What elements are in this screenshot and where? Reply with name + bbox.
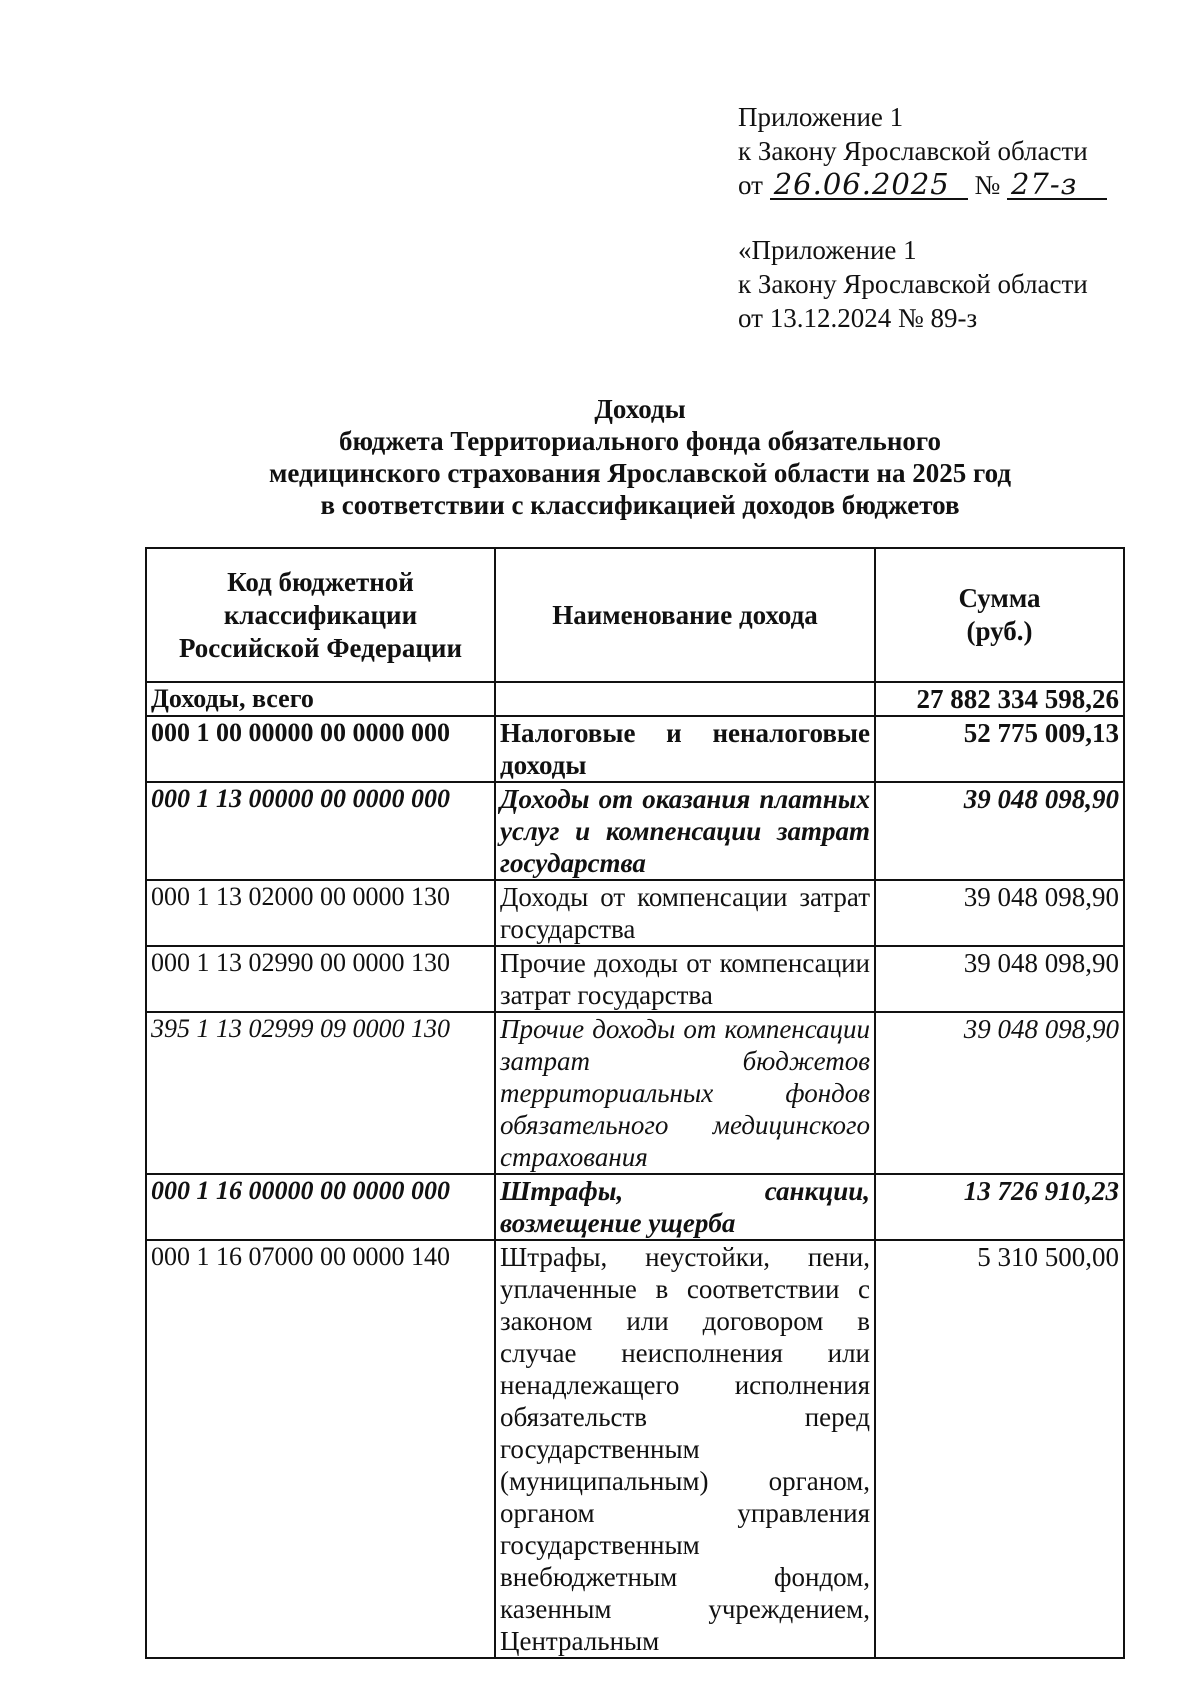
row-code: 000 1 13 02000 00 0000 130 — [146, 880, 495, 946]
row-code: 000 1 13 02990 00 0000 130 — [146, 946, 495, 1012]
appendix-law-line: к Закону Ярославской области — [738, 136, 1088, 166]
row-code: Доходы, всего — [146, 682, 495, 716]
title-line-4: в соответствии с классификацией доходов бюджетов — [320, 490, 960, 520]
appendix-header — [738, 100, 1107, 202]
previous-appendix-law-line: к Закону Ярославской области — [738, 269, 1088, 299]
row-sum: 27 882 334 598,26 — [875, 682, 1124, 716]
table-row — [146, 946, 1124, 1012]
row-sum: 39 048 098,90 — [875, 946, 1124, 1012]
row-name: Доходы от компенсации затрат государства — [495, 880, 875, 946]
row-sum: 39 048 098,90 — [875, 782, 1124, 880]
income-table — [145, 547, 1125, 1659]
table-row — [146, 716, 1124, 782]
row-code: 000 1 16 07000 00 0000 140 — [146, 1240, 495, 1658]
row-sum: 52 775 009,13 — [875, 716, 1124, 782]
header-sum: Сумма (руб.) — [875, 548, 1124, 682]
row-sum: 13 726 910,23 — [875, 1174, 1124, 1240]
header-name: Наименование дохода — [495, 548, 875, 682]
row-name: Доходы от оказания платных услуг и компенсации затрат государства — [495, 782, 875, 880]
row-sum: 39 048 098,90 — [875, 1012, 1124, 1174]
title-line-2: бюджета Территориального фонда обязательного — [339, 426, 941, 456]
row-name: Прочие доходы от компенсации затрат бюджетов территориальных фондов обязательного медицинского страхования — [495, 1012, 875, 1174]
row-name — [495, 682, 875, 716]
handwritten-date: 26.06.2025 — [770, 170, 968, 200]
number-sign: № — [974, 170, 1001, 200]
table-row — [146, 782, 1124, 880]
table-row — [146, 1240, 1124, 1658]
document-title — [140, 393, 1140, 521]
row-name: Штрафы, неустойки, пени, уплаченные в соответствии с законом или договором в случае неисполнения или ненадлежащего исполнения обязательств перед государственным (муниципальным) органом, органом управления государственным внебюджетным фондом, казенным учреждением, Центральным — [495, 1240, 875, 1658]
row-code: 000 1 16 00000 00 0000 000 — [146, 1174, 495, 1240]
title-line-3: медицинского страхования Ярославской области на 2025 год — [269, 458, 1011, 488]
header-code: Код бюджетной классификации Российской Федерации — [146, 548, 495, 682]
table-row — [146, 880, 1124, 946]
previous-appendix-title: «Приложение 1 — [738, 235, 917, 265]
from-prefix: от — [738, 170, 763, 200]
table-row — [146, 1012, 1124, 1174]
row-name: Прочие доходы от компенсации затрат государства — [495, 946, 875, 1012]
row-code: 000 1 13 00000 00 0000 000 — [146, 782, 495, 880]
table-row — [146, 682, 1124, 716]
row-code: 000 1 00 00000 00 0000 000 — [146, 716, 495, 782]
row-name: Штрафы, санкции, возмещение ущерба — [495, 1174, 875, 1240]
previous-appendix-date-line: от 13.12.2024 № 89-з — [738, 303, 978, 333]
title-line-1: Доходы — [594, 394, 686, 424]
handwritten-number: 27-з — [1007, 170, 1107, 200]
row-sum: 39 048 098,90 — [875, 880, 1124, 946]
row-name: Налоговые и неналоговые доходы — [495, 716, 875, 782]
table-row — [146, 1174, 1124, 1240]
appendix-date-line — [738, 168, 1107, 202]
table-header-row — [146, 548, 1124, 682]
previous-appendix — [738, 233, 1088, 335]
appendix-title: Приложение 1 — [738, 102, 904, 132]
row-code: 395 1 13 02999 09 0000 130 — [146, 1012, 495, 1174]
row-sum: 5 310 500,00 — [875, 1240, 1124, 1658]
